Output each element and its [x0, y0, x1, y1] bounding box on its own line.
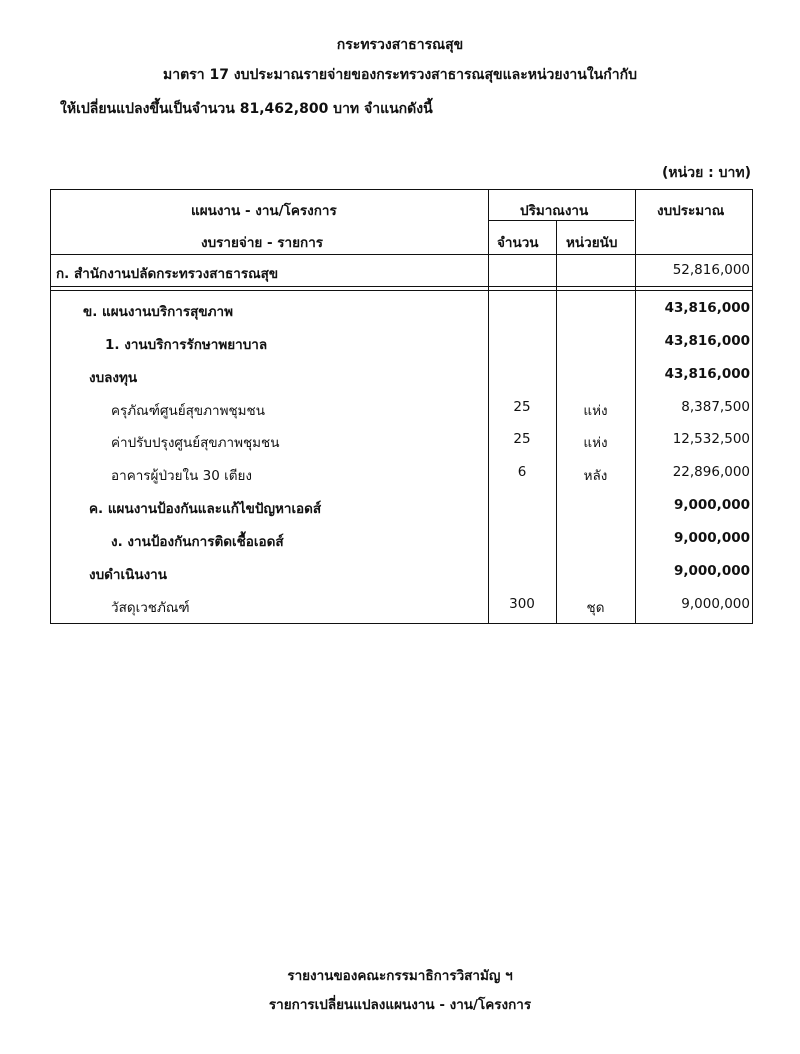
row-budget: 22,896,000: [672, 464, 750, 480]
row-label: ค่าปรับปรุงศูนย์สุขภาพชุมชน: [111, 435, 280, 451]
row-budget: 43,816,000: [664, 366, 750, 382]
total-row-budget: 52,816,000: [672, 262, 750, 278]
header-quantity: ปริมาณงาน: [520, 203, 589, 219]
header-plan: แผนงาน - งาน/โครงการ: [191, 203, 337, 219]
row-qty: 25: [513, 431, 531, 447]
row-qty: 25: [513, 399, 531, 415]
row-qty: 6: [517, 464, 527, 480]
row-budget: 9,000,000: [673, 530, 750, 546]
section-heading: มาตรา 17 งบประมาณรายจ่ายของกระทรวงสาธารณสุขและหน่วยงานในกำกับ: [163, 67, 637, 83]
row-label: ข. แผนงานบริการสุขภาพ: [83, 304, 233, 320]
footer-report-title: รายงานของคณะกรรมาธิการวิสามัญ ฯ: [287, 968, 513, 984]
total-row-line-double: [51, 290, 752, 291]
header-budget: งบประมาณ: [657, 203, 725, 219]
total-row-line: [51, 286, 752, 287]
row-budget: 9,000,000: [673, 497, 750, 513]
ministry-title: กระทรวงสาธารณสุข: [336, 37, 464, 53]
row-label: 1. งานบริการรักษาพยาบาล: [105, 337, 268, 353]
header-bottom-line: [51, 254, 752, 255]
row-unit: ชุด: [586, 600, 605, 616]
row-label: งบดำเนินงาน: [89, 567, 167, 583]
row-qty: 300: [509, 596, 535, 612]
row-budget: 9,000,000: [673, 563, 750, 579]
row-budget: 43,816,000: [664, 300, 750, 316]
change-statement: ให้เปลี่ยนแปลงขึ้นเป็นจำนวน 81,462,800 บาท จำแนกดังนี้: [60, 101, 433, 117]
row-budget: 43,816,000: [664, 333, 750, 349]
row-budget: 12,532,500: [672, 431, 750, 447]
total-row-label: ก. สำนักงานปลัดกระทรวงสาธารณสุข: [56, 266, 279, 282]
row-budget: 9,000,000: [681, 596, 750, 612]
header-unit: หน่วยนับ: [566, 235, 618, 251]
row-label: ค. แผนงานป้องกันและแก้ไขปัญหาเอดส์: [89, 501, 322, 517]
row-label: ครุภัณฑ์ศูนย์สุขภาพชุมชน: [111, 403, 265, 419]
budget-table: [50, 189, 753, 624]
row-label: วัสดุเวชภัณฑ์: [111, 600, 190, 616]
header-items: งบรายจ่าย - รายการ: [201, 235, 324, 251]
unit-label: (หน่วย : บาท): [662, 165, 751, 181]
row-label: งบลงทุน: [89, 370, 138, 386]
row-label: ง. งานป้องกันการติดเชื้อเอดส์: [111, 534, 284, 550]
col-divider-unit: [556, 220, 557, 623]
row-unit: หลัง: [583, 468, 608, 484]
header-amount: จำนวน: [497, 235, 539, 251]
row-unit: แห่ง: [583, 435, 608, 451]
footer-subtitle: รายการเปลี่ยนแปลงแผนงาน - งาน/โครงการ: [268, 997, 532, 1013]
row-unit: แห่ง: [583, 403, 608, 419]
row-budget: 8,387,500: [681, 399, 750, 415]
row-label: อาคารผู้ป่วยใน 30 เตียง: [111, 468, 252, 484]
